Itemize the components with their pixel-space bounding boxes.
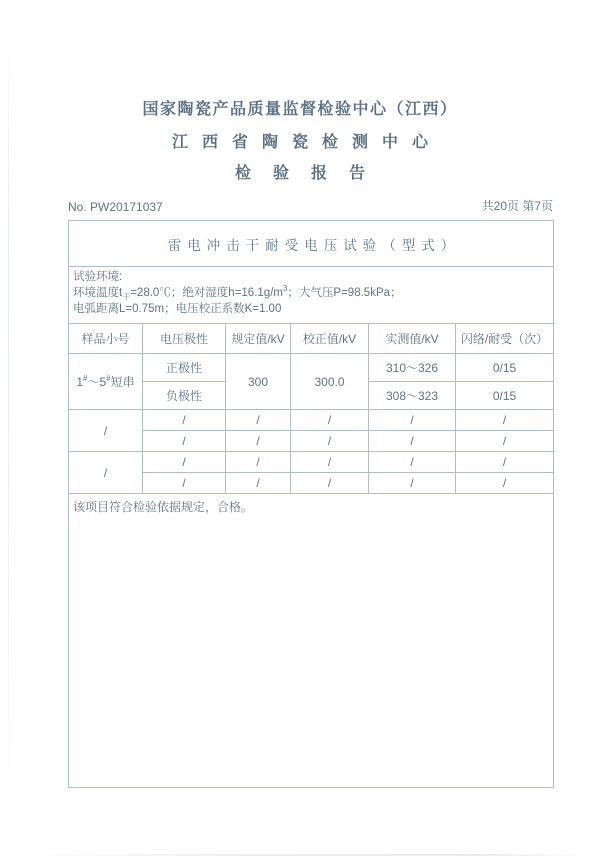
specified-value-cell: / (226, 452, 291, 473)
corrected-value-cell: / (291, 410, 369, 431)
specified-value-cell: / (226, 410, 291, 431)
specified-value-cell: / (226, 473, 291, 494)
col-header-measured: 实测值/kV (369, 324, 456, 354)
col-header-sample: 样品小号 (69, 324, 143, 354)
table-row (69, 452, 554, 473)
report-header (0, 0, 600, 183)
report-title: 检验报告 (234, 165, 387, 182)
table-row (69, 354, 554, 382)
sample-id-cell: / (69, 410, 143, 452)
report-number: No. PW20171037 (68, 200, 163, 214)
meta-row (68, 197, 553, 214)
measured-value-cell: 310～326 (369, 354, 456, 382)
col-header-specified: 规定值/kV (226, 324, 291, 354)
result-cell: / (456, 431, 554, 452)
conclusion-row (69, 494, 554, 788)
environment-label: 试验环境: (73, 271, 123, 283)
corrected-value-cell: / (291, 473, 369, 494)
corrected-value-cell: 300.0 (291, 354, 369, 410)
table-title-row (69, 221, 554, 267)
page-indicator: 共20页 第7页 (481, 199, 553, 213)
polarity-cell: 负极性 (143, 382, 226, 410)
table-title: 雷电冲击干耐受电压试验（型式） (69, 221, 554, 267)
result-cell: / (456, 410, 554, 431)
table-row (69, 410, 554, 431)
polarity-cell: / (143, 452, 226, 473)
scan-edge-bottom (20, 854, 590, 856)
environment-line2: 电弧距离L=0.75m；电压校正系数K=1.00 (73, 303, 282, 315)
result-cell: / (456, 452, 554, 473)
col-header-result: 闪络/耐受（次） (456, 324, 554, 354)
scan-edge-left (8, 30, 9, 819)
polarity-cell: / (143, 473, 226, 494)
corrected-value-cell: / (291, 452, 369, 473)
polarity-cell: 正极性 (143, 354, 226, 382)
specified-value-cell: / (226, 431, 291, 452)
result-cell: 0/15 (456, 382, 554, 410)
test-result-table (68, 220, 554, 788)
result-cell: / (456, 473, 554, 494)
environment-line1: 环境温度$t_干=28.0℃$；绝对湿度$h=16.1g/m^3$；大气压P=98.5kPa； (73, 284, 402, 302)
environment-row (69, 267, 554, 324)
measured-value-cell: / (369, 452, 456, 473)
polarity-cell: / (143, 410, 226, 431)
sample-id-cell: 1#～5#短串 (69, 354, 143, 410)
corrected-value-cell: / (291, 431, 369, 452)
measured-value-cell: 308～323 (369, 382, 456, 410)
measured-value-cell: / (369, 431, 456, 452)
measured-value-cell: / (369, 473, 456, 494)
table-header-row (69, 324, 554, 354)
conclusion-text: 该项目符合检验依据规定，合格。 (73, 500, 254, 514)
org-name-provincial: 江西省陶瓷检测中心 (171, 134, 442, 151)
result-cell: 0/15 (456, 354, 554, 382)
sample-id-cell: / (69, 452, 143, 494)
polarity-cell: / (143, 431, 226, 452)
measured-value-cell: / (369, 410, 456, 431)
col-header-corrected: 校正值/kV (291, 324, 369, 354)
col-header-polarity: 电压极性 (143, 324, 226, 354)
org-name-national: 国家陶瓷产品质量监督检验中心（江西） (142, 101, 458, 118)
specified-value-cell: 300 (226, 354, 291, 410)
